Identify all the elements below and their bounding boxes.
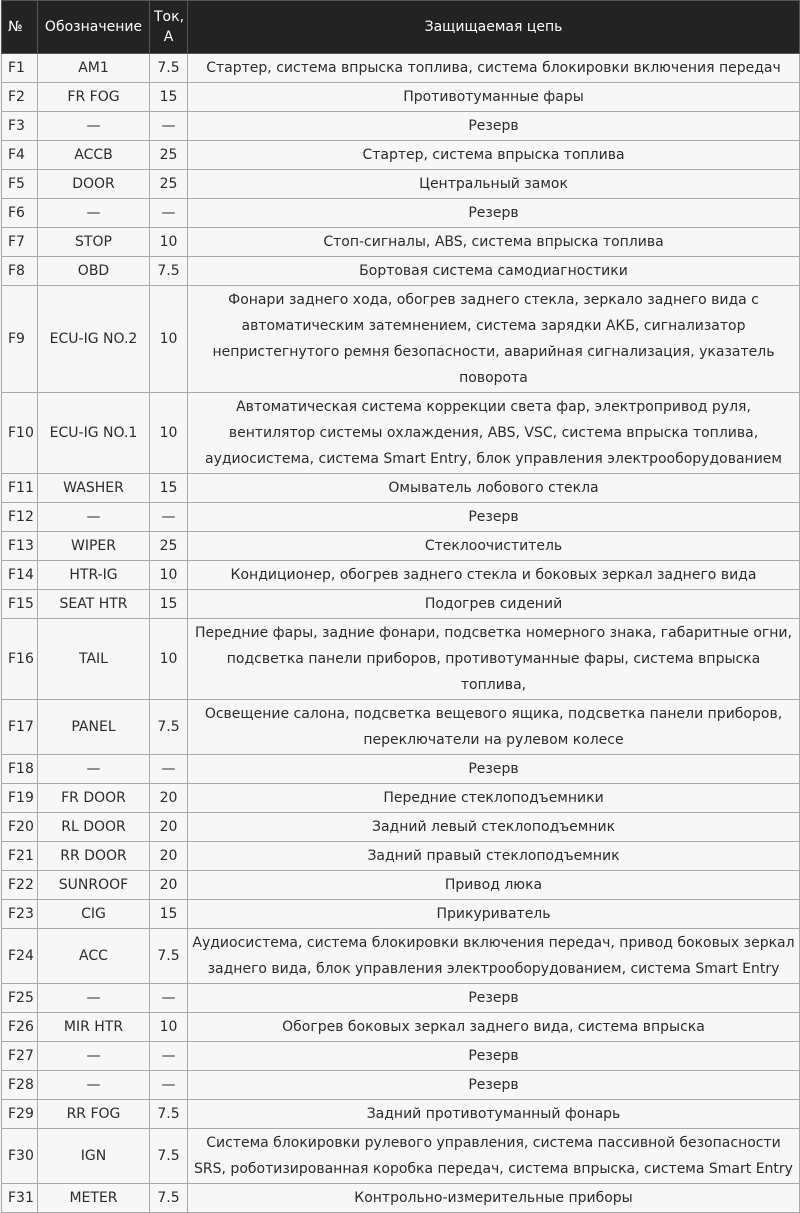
fuse-number: F7 bbox=[2, 228, 38, 257]
fuse-current: 7.5 bbox=[150, 54, 188, 83]
header-current: Ток, А bbox=[150, 1, 188, 54]
table-row bbox=[2, 561, 800, 590]
header-number: № bbox=[2, 1, 38, 54]
fuse-number: F4 bbox=[2, 141, 38, 170]
fuse-circuit: Фонари заднего хода, обогрев заднего стекла, зеркало заднего вида с автоматическим затемнением, система зарядки АКБ, сигнализатор непристегнутого ремня безопасности, аварийная сигнализация, указатель поворота bbox=[188, 286, 800, 393]
fuse-circuit: Резерв bbox=[188, 1071, 800, 1100]
fuse-circuit: Резерв bbox=[188, 755, 800, 784]
fuse-designation: ACC bbox=[38, 929, 150, 984]
fuse-circuit: Аудиосистема, система блокировки включения передач, привод боковых зеркал заднего вида, блок управления электрооборудованием, система Smart Entry bbox=[188, 929, 800, 984]
fuse-designation: METER bbox=[38, 1184, 150, 1213]
fuse-current: 15 bbox=[150, 900, 188, 929]
table-row bbox=[2, 929, 800, 984]
fuse-designation: — bbox=[38, 112, 150, 141]
fuse-circuit: Задний противотуманный фонарь bbox=[188, 1100, 800, 1129]
fuse-designation: — bbox=[38, 755, 150, 784]
fuse-designation: — bbox=[38, 984, 150, 1013]
table-row bbox=[2, 842, 800, 871]
fuse-number: F10 bbox=[2, 393, 38, 474]
table-row bbox=[2, 1129, 800, 1184]
fuse-current: 7.5 bbox=[150, 700, 188, 755]
fuse-number: F23 bbox=[2, 900, 38, 929]
fuse-number: F14 bbox=[2, 561, 38, 590]
fuse-circuit: Освещение салона, подсветка вещевого ящика, подсветка панели приборов, переключатели на рулевом колесе bbox=[188, 700, 800, 755]
table-row bbox=[2, 112, 800, 141]
fuse-current: 25 bbox=[150, 532, 188, 561]
fuse-designation: SEAT HTR bbox=[38, 590, 150, 619]
table-row bbox=[2, 393, 800, 474]
fuse-current: 7.5 bbox=[150, 1184, 188, 1213]
fuse-circuit: Задний правый стеклоподъемник bbox=[188, 842, 800, 871]
fuse-current: 15 bbox=[150, 83, 188, 112]
fuse-circuit: Автоматическая система коррекции света фар, электропривод руля, вентилятор системы охлаждения, ABS, VSC, система впрыска топлива, аудиосистема, система Smart Entry, блок управления электрооборудованием bbox=[188, 393, 800, 474]
table-row bbox=[2, 286, 800, 393]
fuse-designation: RL DOOR bbox=[38, 813, 150, 842]
table-row bbox=[2, 474, 800, 503]
fuse-current: 10 bbox=[150, 1013, 188, 1042]
fuse-number: F16 bbox=[2, 619, 38, 700]
fuse-designation: DOOR bbox=[38, 170, 150, 199]
table-row bbox=[2, 257, 800, 286]
table-row bbox=[2, 784, 800, 813]
fuse-designation: PANEL bbox=[38, 700, 150, 755]
fuse-circuit: Резерв bbox=[188, 984, 800, 1013]
fuse-current: 7.5 bbox=[150, 1100, 188, 1129]
fuse-circuit: Стартер, система впрыска топлива bbox=[188, 141, 800, 170]
fuse-designation: AM1 bbox=[38, 54, 150, 83]
table-row bbox=[2, 532, 800, 561]
fuse-circuit: Центральный замок bbox=[188, 170, 800, 199]
fuse-number: F27 bbox=[2, 1042, 38, 1071]
table-row bbox=[2, 1071, 800, 1100]
fuse-number: F25 bbox=[2, 984, 38, 1013]
fuse-designation: CIG bbox=[38, 900, 150, 929]
fuse-current: 7.5 bbox=[150, 1129, 188, 1184]
fuse-designation: HTR-IG bbox=[38, 561, 150, 590]
fuse-circuit: Передние стеклоподъемники bbox=[188, 784, 800, 813]
fuse-number: F6 bbox=[2, 199, 38, 228]
fuse-number: F17 bbox=[2, 700, 38, 755]
fuse-number: F31 bbox=[2, 1184, 38, 1213]
fuse-number: F12 bbox=[2, 503, 38, 532]
table-row bbox=[2, 984, 800, 1013]
table-row bbox=[2, 590, 800, 619]
fuse-table bbox=[1, 0, 800, 1213]
table-row bbox=[2, 700, 800, 755]
fuse-circuit: Противотуманные фары bbox=[188, 83, 800, 112]
fuse-circuit: Резерв bbox=[188, 1042, 800, 1071]
table-row bbox=[2, 900, 800, 929]
fuse-designation: ACCB bbox=[38, 141, 150, 170]
fuse-current: — bbox=[150, 503, 188, 532]
fuse-number: F30 bbox=[2, 1129, 38, 1184]
fuse-current: 15 bbox=[150, 590, 188, 619]
fuse-circuit: Стеклоочиститель bbox=[188, 532, 800, 561]
fuse-current: — bbox=[150, 1042, 188, 1071]
fuse-current: 10 bbox=[150, 393, 188, 474]
fuse-current: 7.5 bbox=[150, 257, 188, 286]
table-row bbox=[2, 871, 800, 900]
fuse-number: F29 bbox=[2, 1100, 38, 1129]
fuse-table-body bbox=[2, 54, 800, 1213]
fuse-circuit: Резерв bbox=[188, 199, 800, 228]
table-row bbox=[2, 1013, 800, 1042]
fuse-circuit: Задний левый стеклоподъемник bbox=[188, 813, 800, 842]
fuse-number: F21 bbox=[2, 842, 38, 871]
fuse-current: 20 bbox=[150, 813, 188, 842]
fuse-current: 20 bbox=[150, 871, 188, 900]
fuse-number: F20 bbox=[2, 813, 38, 842]
table-row bbox=[2, 83, 800, 112]
fuse-number: F11 bbox=[2, 474, 38, 503]
table-row bbox=[2, 619, 800, 700]
fuse-circuit: Система блокировки рулевого управления, система пассивной безопасности SRS, роботизированная коробка передач, система впрыска, система Smart Entry bbox=[188, 1129, 800, 1184]
fuse-designation: — bbox=[38, 1042, 150, 1071]
fuse-designation: STOP bbox=[38, 228, 150, 257]
fuse-circuit: Резерв bbox=[188, 112, 800, 141]
fuse-circuit: Контрольно-измерительные приборы bbox=[188, 1184, 800, 1213]
table-row bbox=[2, 1100, 800, 1129]
fuse-circuit: Привод люка bbox=[188, 871, 800, 900]
fuse-current: — bbox=[150, 112, 188, 141]
fuse-current: 10 bbox=[150, 619, 188, 700]
fuse-circuit: Омыватель лобового стекла bbox=[188, 474, 800, 503]
table-row bbox=[2, 503, 800, 532]
fuse-designation: — bbox=[38, 1071, 150, 1100]
fuse-current: 10 bbox=[150, 561, 188, 590]
header-row bbox=[2, 1, 800, 54]
fuse-circuit: Стоп-сигналы, ABS, система впрыска топлива bbox=[188, 228, 800, 257]
fuse-designation: RR DOOR bbox=[38, 842, 150, 871]
fuse-designation: — bbox=[38, 199, 150, 228]
fuse-designation: ECU-IG NO.2 bbox=[38, 286, 150, 393]
fuse-number: F26 bbox=[2, 1013, 38, 1042]
fuse-designation: WIPER bbox=[38, 532, 150, 561]
fuse-number: F15 bbox=[2, 590, 38, 619]
fuse-current: 20 bbox=[150, 842, 188, 871]
fuse-current: 15 bbox=[150, 474, 188, 503]
fuse-current: — bbox=[150, 984, 188, 1013]
fuse-circuit: Обогрев боковых зеркал заднего вида, система впрыска bbox=[188, 1013, 800, 1042]
fuse-current: 25 bbox=[150, 141, 188, 170]
fuse-number: F8 bbox=[2, 257, 38, 286]
header-designation: Обозначение bbox=[38, 1, 150, 54]
fuse-current: — bbox=[150, 199, 188, 228]
fuse-circuit: Резерв bbox=[188, 503, 800, 532]
fuse-current: 10 bbox=[150, 228, 188, 257]
fuse-designation: — bbox=[38, 503, 150, 532]
fuse-current: 25 bbox=[150, 170, 188, 199]
fuse-number: F9 bbox=[2, 286, 38, 393]
fuse-number: F1 bbox=[2, 54, 38, 83]
fuse-designation: FR DOOR bbox=[38, 784, 150, 813]
table-row bbox=[2, 199, 800, 228]
fuse-number: F18 bbox=[2, 755, 38, 784]
fuse-designation: ECU-IG NO.1 bbox=[38, 393, 150, 474]
fuse-circuit: Кондиционер, обогрев заднего стекла и боковых зеркал заднего вида bbox=[188, 561, 800, 590]
fuse-designation: FR FOG bbox=[38, 83, 150, 112]
fuse-number: F13 bbox=[2, 532, 38, 561]
fuse-circuit: Стартер, система впрыска топлива, система блокировки включения передач bbox=[188, 54, 800, 83]
fuse-number: F2 bbox=[2, 83, 38, 112]
fuse-number: F22 bbox=[2, 871, 38, 900]
fuse-circuit: Передние фары, задние фонари, подсветка номерного знака, габаритные огни, подсветка панели приборов, противотуманные фары, система впрыска топлива, bbox=[188, 619, 800, 700]
fuse-designation: OBD bbox=[38, 257, 150, 286]
fuse-number: F19 bbox=[2, 784, 38, 813]
table-row bbox=[2, 141, 800, 170]
fuse-current: — bbox=[150, 755, 188, 784]
fuse-designation: WASHER bbox=[38, 474, 150, 503]
fuse-current: — bbox=[150, 1071, 188, 1100]
header-protected-circuit: Защищаемая цепь bbox=[188, 1, 800, 54]
table-row bbox=[2, 1184, 800, 1213]
table-row bbox=[2, 813, 800, 842]
fuse-designation: TAIL bbox=[38, 619, 150, 700]
fuse-number: F5 bbox=[2, 170, 38, 199]
table-row bbox=[2, 1042, 800, 1071]
fuse-current: 10 bbox=[150, 286, 188, 393]
fuse-number: F3 bbox=[2, 112, 38, 141]
fuse-designation: RR FOG bbox=[38, 1100, 150, 1129]
fuse-number: F24 bbox=[2, 929, 38, 984]
fuse-current: 7.5 bbox=[150, 929, 188, 984]
fuse-number: F28 bbox=[2, 1071, 38, 1100]
table-row bbox=[2, 228, 800, 257]
fuse-circuit: Бортовая система самодиагностики bbox=[188, 257, 800, 286]
table-row bbox=[2, 54, 800, 83]
fuse-current: 20 bbox=[150, 784, 188, 813]
fuse-circuit: Подогрев сидений bbox=[188, 590, 800, 619]
fuse-designation: IGN bbox=[38, 1129, 150, 1184]
fuse-circuit: Прикуриватель bbox=[188, 900, 800, 929]
table-row bbox=[2, 755, 800, 784]
table-row bbox=[2, 170, 800, 199]
fuse-designation: SUNROOF bbox=[38, 871, 150, 900]
fuse-designation: MIR HTR bbox=[38, 1013, 150, 1042]
